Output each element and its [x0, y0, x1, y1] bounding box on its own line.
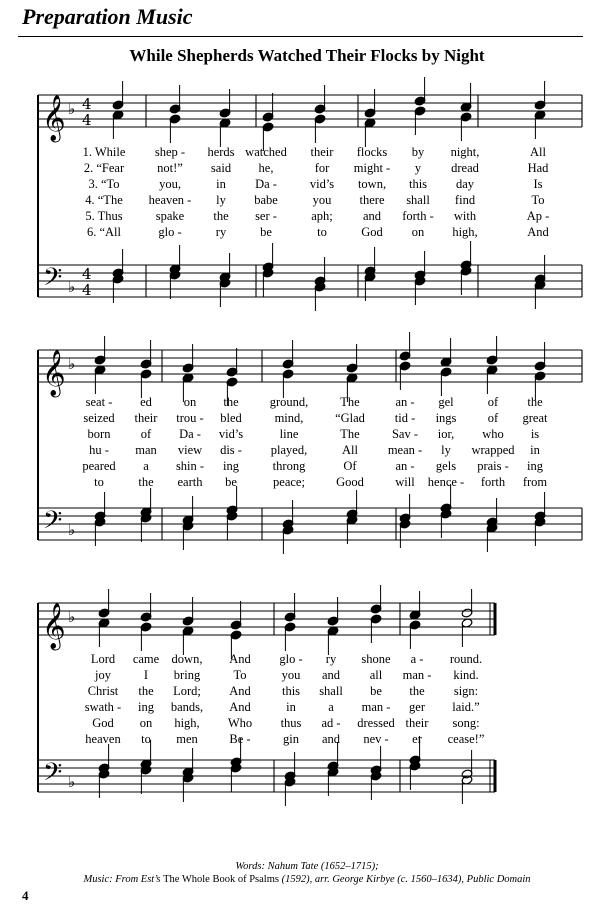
flat-icon: ♭ — [68, 608, 76, 626]
lyric-syllable: vid’s — [218, 427, 244, 441]
lyric-row — [0, 426, 614, 442]
lyric-row — [0, 224, 614, 240]
flat-icon: ♭ — [68, 100, 76, 118]
lyric-syllable: gin — [283, 732, 299, 746]
lyric-syllable: kind. — [453, 668, 479, 682]
lyric-row — [0, 458, 614, 474]
lyric-syllable: laid.” — [452, 700, 480, 714]
lyric-syllable: Ap - — [526, 209, 550, 223]
lyric-syllable: bands, — [170, 700, 204, 714]
lyric-syllable: played, — [270, 443, 308, 457]
lyric-syllable: watched — [245, 145, 287, 159]
lyric-syllable: shep - — [154, 145, 186, 159]
lyric-syllable: with — [453, 209, 477, 223]
lyric-syllable: earth — [177, 475, 203, 489]
lyric-syllable: for — [314, 161, 330, 175]
lyric-syllable: Is — [533, 177, 543, 191]
lyric-syllable: heaven — [85, 732, 121, 746]
lyric-syllable: dressed — [357, 716, 395, 730]
lyric-syllable: their — [134, 411, 158, 425]
lyric-syllable: night, — [450, 145, 480, 159]
lyric-syllable: thus — [280, 716, 302, 730]
lyric-syllable: ground, — [269, 395, 309, 409]
lyric-syllable: and — [321, 732, 341, 746]
lyric-syllable: not!” — [157, 161, 183, 175]
lyric-syllable: down, — [171, 652, 203, 666]
lyric-syllable: men — [176, 732, 198, 746]
credits-music-suffix: (1592), arr. George Kirbye (c. 1560–1634), Public Domain — [281, 874, 531, 885]
lyric-syllable: will — [395, 475, 415, 489]
lyric-syllable: be — [260, 225, 272, 239]
lyric-syllable: ing — [527, 459, 543, 473]
lyric-row — [0, 192, 614, 208]
lyric-syllable: shall — [406, 193, 430, 207]
lyric-syllable: bled — [220, 411, 242, 425]
lyric-syllable: there — [359, 193, 385, 207]
lyric-syllable: And — [229, 652, 251, 666]
lyric-syllable: mean - — [387, 443, 423, 457]
lyric-syllable: from — [522, 475, 548, 489]
lyric-syllable: joy — [95, 668, 111, 682]
lyric-syllable: gel — [438, 395, 454, 409]
lyric-syllable: 2. “Fear — [83, 161, 125, 175]
lyric-syllable: And — [527, 225, 549, 239]
credits-music — [0, 873, 614, 886]
lyric-syllable: Good — [336, 475, 364, 489]
lyric-syllable: of — [487, 411, 499, 425]
lyric-syllable: you, — [159, 177, 181, 191]
lyric-syllable: 3. “To — [88, 177, 120, 191]
lyric-syllable: aph; — [311, 209, 333, 223]
lyric-syllable: shall — [319, 684, 343, 698]
lyric-syllable: Lord — [90, 652, 116, 666]
lyric-syllable: to — [141, 732, 151, 746]
lyric-syllable: forth — [480, 475, 506, 489]
lyric-syllable: ry — [215, 225, 227, 239]
lyric-syllable: line — [279, 427, 299, 441]
lyric-syllable: spake — [155, 209, 185, 223]
page-number: 4 — [22, 888, 29, 903]
bass-clef-icon: 𝄢 — [43, 263, 63, 298]
treble-clef-icon: 𝄞 — [42, 95, 66, 141]
lyric-syllable: Sav - — [391, 427, 419, 441]
lyric-syllable: flocks — [356, 145, 388, 159]
lyric-syllable: The — [340, 427, 360, 441]
lyric-syllable: of — [487, 395, 499, 409]
lyric-syllable: dis - — [220, 443, 242, 457]
time-signature-top: 4 — [82, 265, 92, 283]
lyric-syllable: all — [369, 668, 383, 682]
treble-clef-icon: 𝄞 — [42, 350, 66, 396]
lyric-syllable: he, — [258, 161, 274, 175]
lyric-syllable: the — [223, 395, 239, 409]
lyric-syllable: on — [411, 225, 425, 239]
lyric-syllable: hence - — [427, 475, 465, 489]
lyric-syllable: high, — [174, 716, 200, 730]
lyric-syllable: a — [143, 459, 149, 473]
lyric-syllable: view — [177, 443, 203, 457]
lyric-syllable: ly — [216, 193, 226, 207]
lyric-syllable: a — [328, 700, 334, 714]
lyric-syllable: ad - — [321, 716, 341, 730]
flat-icon: ♭ — [68, 278, 76, 296]
lyric-syllable: God — [361, 225, 383, 239]
lyric-syllable: Who — [227, 716, 253, 730]
lyric-syllable: wrapped — [471, 443, 515, 457]
lyric-syllable: All — [342, 443, 358, 457]
lyric-syllable: man - — [361, 700, 391, 714]
lyric-syllable: prais - — [477, 459, 509, 473]
lyric-syllable: in — [286, 700, 296, 714]
hymn-title: While Shepherds Watched Their Flocks by Night — [129, 46, 485, 65]
lyric-syllable: on — [139, 716, 153, 730]
lyric-syllable: man — [135, 443, 157, 457]
lyric-syllable: of — [140, 427, 152, 441]
lyric-syllable: hu - — [89, 443, 109, 457]
lyric-syllable: And — [229, 700, 251, 714]
lyric-syllable: and — [362, 209, 382, 223]
bass-clef-icon: 𝄢 — [43, 506, 63, 541]
credits-music-source: The Whole Book of Psalms — [163, 874, 279, 885]
lyric-syllable: trou - — [176, 411, 204, 425]
lyric-syllable: glo - — [158, 225, 182, 239]
lyric-syllable: forth - — [402, 209, 434, 223]
lyric-row — [0, 160, 614, 176]
lyric-syllable: All — [530, 145, 546, 159]
lyric-syllable: song: — [452, 716, 480, 730]
lyric-syllable: their — [310, 145, 334, 159]
lyric-syllable: herds — [207, 145, 235, 159]
lyric-syllable: sign: — [453, 684, 479, 698]
lyric-row — [0, 410, 614, 426]
lyric-row — [0, 176, 614, 192]
lyric-syllable: in — [216, 177, 226, 191]
bass-clef-icon: 𝄢 — [43, 758, 63, 793]
lyric-syllable: you — [281, 668, 301, 682]
lyric-row — [0, 715, 614, 731]
lyric-syllable: an - — [395, 459, 415, 473]
lyric-syllable: cease!” — [447, 732, 485, 746]
lyric-syllable: vid’s — [309, 177, 335, 191]
lyric-syllable: to — [94, 475, 104, 489]
lyric-syllable: 1. While — [82, 145, 126, 159]
lyric-syllable: Had — [527, 161, 549, 175]
lyric-syllable: who — [482, 427, 504, 441]
lyric-row — [0, 651, 614, 667]
lyric-syllable: er — [412, 732, 422, 746]
lyric-syllable: nev - — [363, 732, 389, 746]
lyric-syllable: is — [530, 427, 540, 441]
flat-icon: ♭ — [68, 355, 76, 373]
lyric-syllable: you — [312, 193, 332, 207]
lyric-syllable: seized — [83, 411, 115, 425]
time-signature-bottom: 4 — [82, 281, 92, 299]
lyric-syllable: born — [87, 427, 111, 441]
lyric-row — [0, 394, 614, 410]
section-title: Preparation Music — [22, 4, 193, 29]
lyric-syllable: The — [340, 395, 360, 409]
lyric-syllable: peace; — [273, 475, 305, 489]
lyric-syllable: God — [92, 716, 114, 730]
lyric-syllable: this — [281, 684, 301, 698]
lyric-syllable: throng — [272, 459, 306, 473]
lyric-syllable: Lord; — [173, 684, 201, 698]
lyric-syllable: the — [409, 684, 425, 698]
lyric-syllable: said — [210, 161, 232, 175]
lyric-syllable: high, — [452, 225, 478, 239]
lyric-syllable: their — [405, 716, 429, 730]
lyric-row — [0, 699, 614, 715]
lyric-syllable: find — [454, 193, 476, 207]
lyric-syllable: I — [143, 668, 149, 682]
treble-clef-icon: 𝄞 — [42, 603, 66, 649]
lyric-row — [0, 442, 614, 458]
lyric-syllable: mind, — [274, 411, 304, 425]
lyric-syllable: 5. Thus — [85, 209, 123, 223]
lyric-syllable: To — [233, 668, 247, 682]
lyric-syllable: ry — [325, 652, 337, 666]
lyric-syllable: great — [522, 411, 548, 425]
lyric-syllable: town, — [357, 177, 387, 191]
lyric-row — [0, 208, 614, 224]
lyric-syllable: man - — [402, 668, 432, 682]
lyric-syllable: tid - — [394, 411, 416, 425]
lyric-syllable: ior, — [437, 427, 455, 441]
lyric-syllable: Christ — [87, 684, 119, 698]
flat-icon: ♭ — [68, 773, 76, 791]
lyric-syllable: by — [411, 145, 425, 159]
lyric-syllable: shin - — [175, 459, 205, 473]
lyric-syllable: glo - — [279, 652, 303, 666]
lyric-syllable: shone — [361, 652, 391, 666]
lyric-syllable: ings — [435, 411, 457, 425]
lyric-syllable: the — [138, 475, 154, 489]
lyric-syllable: be — [370, 684, 382, 698]
lyric-syllable: ing — [223, 459, 239, 473]
lyric-syllable: peared — [82, 459, 116, 473]
lyric-row — [0, 474, 614, 490]
credits-music-prefix: Music: From Est’s — [83, 874, 161, 885]
lyric-syllable: seat - — [85, 395, 113, 409]
lyric-syllable: Of — [343, 459, 357, 473]
lyric-syllable: babe — [254, 193, 278, 207]
lyric-syllable: Da - — [255, 177, 277, 191]
lyric-row — [0, 731, 614, 747]
lyric-syllable: round. — [449, 652, 483, 666]
lyric-syllable: 4. “The — [85, 193, 123, 207]
lyric-syllable: y — [414, 161, 422, 175]
lyric-syllable: to — [317, 225, 327, 239]
lyric-syllable: Da - — [179, 427, 201, 441]
lyric-syllable: an - — [395, 395, 415, 409]
lyric-syllable: heaven - — [148, 193, 192, 207]
flat-icon: ♭ — [68, 521, 76, 539]
lyric-syllable: ly — [441, 443, 451, 457]
lyric-syllable: and — [321, 668, 341, 682]
lyric-syllable: the — [527, 395, 543, 409]
lyric-syllable: on — [183, 395, 197, 409]
lyric-row — [0, 683, 614, 699]
lyric-syllable: 6. “All — [86, 225, 122, 239]
lyric-row — [0, 667, 614, 683]
lyric-syllable: day — [455, 177, 475, 191]
lyric-syllable: came — [132, 652, 160, 666]
lyric-syllable: bring — [173, 668, 201, 682]
lyric-syllable: ser - — [255, 209, 277, 223]
lyric-syllable: Be - — [229, 732, 251, 746]
lyric-syllable: ing — [138, 700, 154, 714]
lyric-syllable: gels — [435, 459, 457, 473]
lyric-syllable: be — [225, 475, 237, 489]
time-signature-bottom: 4 — [82, 111, 92, 129]
lyric-row — [0, 144, 614, 160]
lyric-syllable: To — [531, 193, 545, 207]
lyric-syllable: a - — [410, 652, 424, 666]
lyric-syllable: this — [408, 177, 428, 191]
lyric-syllable: And — [229, 684, 251, 698]
lyric-syllable: “Glad — [335, 411, 365, 425]
lyric-syllable: swath - — [84, 700, 122, 714]
lyric-syllable: in — [530, 443, 540, 457]
time-signature-top: 4 — [82, 95, 92, 113]
lyric-syllable: ger — [409, 700, 425, 714]
lyric-syllable: might - — [353, 161, 391, 175]
credits-words: Words: Nahum Tate (1652–1715); — [235, 861, 379, 872]
lyric-syllable: the — [213, 209, 229, 223]
lyric-syllable: the — [138, 684, 154, 698]
lyric-syllable: ed — [140, 395, 152, 409]
lyric-syllable: dread — [451, 161, 479, 175]
